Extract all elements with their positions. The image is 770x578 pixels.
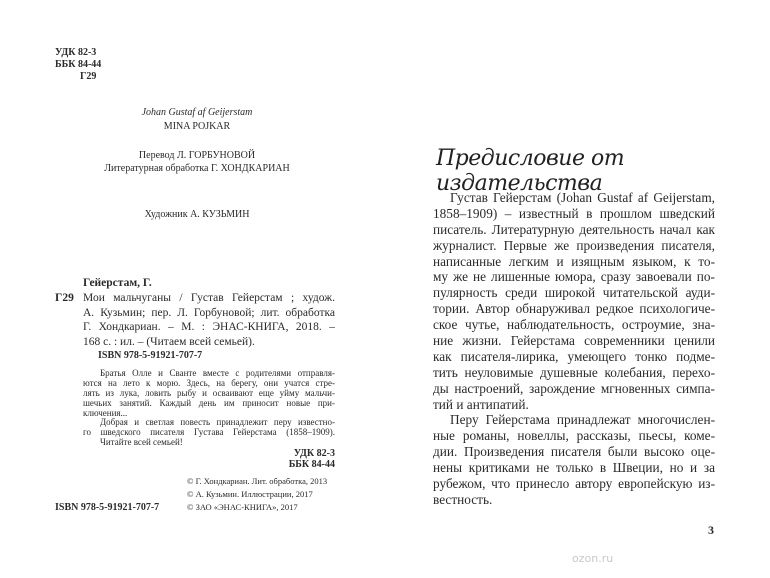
preface-body [433, 190, 715, 508]
body-line: дии. Произведения писателя были высоко оце- [433, 444, 715, 460]
udk: УДК 82-3 [55, 47, 97, 58]
copyright-line: © А. Кузьмин. Иллюстрации, 2017 [187, 489, 313, 499]
annotation-line: лять из лука, ловить рыбу и осваивают еще уйму мальчи- [83, 388, 335, 398]
udk-bottom: УДК 82-3 [293, 448, 335, 459]
body-line: написанные легким и изящным языком, к то- [433, 253, 715, 269]
annotation-line: шечьих занятий. Каждый день им приносит новые при- [83, 398, 335, 408]
body-line: ское чутье, наблюдательность, остроумие, зна- [433, 317, 715, 333]
body-line: Густав Гейерстам (Johan Gustaf af Geijerstam, [450, 190, 715, 205]
body-line: 1858–1909) – известный в прошлом шведский [433, 205, 715, 221]
catalog-line: Г. Хондкариан. – М. : ЭНАС-КНИГА, 2018. – [83, 321, 335, 333]
catalog-author: Гейерстам, Г. [83, 277, 152, 289]
annotation-line: Читайте всей семьей! [100, 437, 183, 448]
annotation-line: ются на лето к морю. Здесь, на берегу, они учатся стре- [83, 378, 335, 388]
copyright-line: © Г. Хондкариан. Лит. обработка, 2013 [187, 476, 328, 486]
author-code: Г29 [80, 71, 97, 82]
catalog-entry [83, 291, 335, 349]
original-author: Johan Gustaf af Geijerstam [141, 107, 253, 118]
body-line: ные романы, новеллы, рассказы, пьесы, коме- [433, 428, 715, 444]
watermark: ozon.ru [572, 552, 614, 565]
preface-title: Предисловие от издательства [436, 146, 625, 196]
annotation-line: Братья Олле и Сванте вместе с родителями отправля- [100, 369, 335, 378]
isbn: ISBN 978-5-91921-707-7 [98, 350, 203, 361]
catalog-line: 168 с. : ил. – (Читаем всей семьей). [83, 335, 255, 348]
copyright-line: © ЗАО «ЭНАС-КНИГА», 2017 [187, 502, 298, 512]
annotation-line: ключения... [83, 407, 128, 418]
translator: Перевод Л. ГОРБУНОВОЙ [138, 150, 256, 161]
original-title: MINA POJKAR [163, 121, 231, 132]
body-line: му же не лишенные юмора, сразу завоевали по- [433, 269, 715, 285]
body-line: как писателя-лирика, умеющего тонко подме- [433, 348, 715, 364]
body-line: тории. Автор обнаруживал редкое психологиче- [433, 301, 715, 317]
catalog-line: Мои мальчуганы / Густав Гейерстам ; худож. [83, 292, 335, 304]
body-line: рубежом, что принесло автору европейскую из- [433, 476, 715, 492]
illustrator: Художник А. КУЗЬМИН [144, 209, 250, 220]
body-line: Перу Гейерстама принадлежат многочислен- [450, 412, 715, 428]
literary-editor: Литературная обработка Г. ХОНДКАРИАН [104, 163, 290, 174]
body-line: ды настроений, зарождение мгновенных симпа- [433, 380, 715, 396]
catalog-code: Г29 [55, 292, 74, 304]
body-line: журналист. Первые же произведения писателя, [433, 237, 715, 253]
bbk: ББК 84-44 [55, 59, 102, 70]
annotation-line: Добрая и светлая повесть принадлежит перу известно- [100, 418, 335, 428]
annotation [83, 369, 335, 448]
body-line: нены критиками не только в Швеции, но и за [433, 460, 715, 476]
body-line: тий и антипатий. [433, 396, 529, 412]
page-number: 3 [708, 523, 714, 537]
body-line: ние жизни. Гейерстама современники ценили [433, 333, 715, 349]
body-line: писатель. Литературную деятельность начал как [433, 221, 715, 237]
isbn-bottom: ISBN 978-5-91921-707-7 [55, 502, 160, 513]
body-line: тить неуловимые душевные колебания, перехо- [433, 364, 715, 380]
catalog-line: А. Кузьмин; пер. Л. Горбуновой; лит. обработка [83, 306, 335, 319]
annotation-line: го шведского писателя Густава Гейерстама (1858–1909). [83, 428, 335, 438]
bbk-bottom: ББК 84-44 [288, 459, 335, 470]
body-line: вестность. [433, 491, 493, 507]
body-line: пулярность среди широкой читательской ауди- [433, 285, 715, 301]
